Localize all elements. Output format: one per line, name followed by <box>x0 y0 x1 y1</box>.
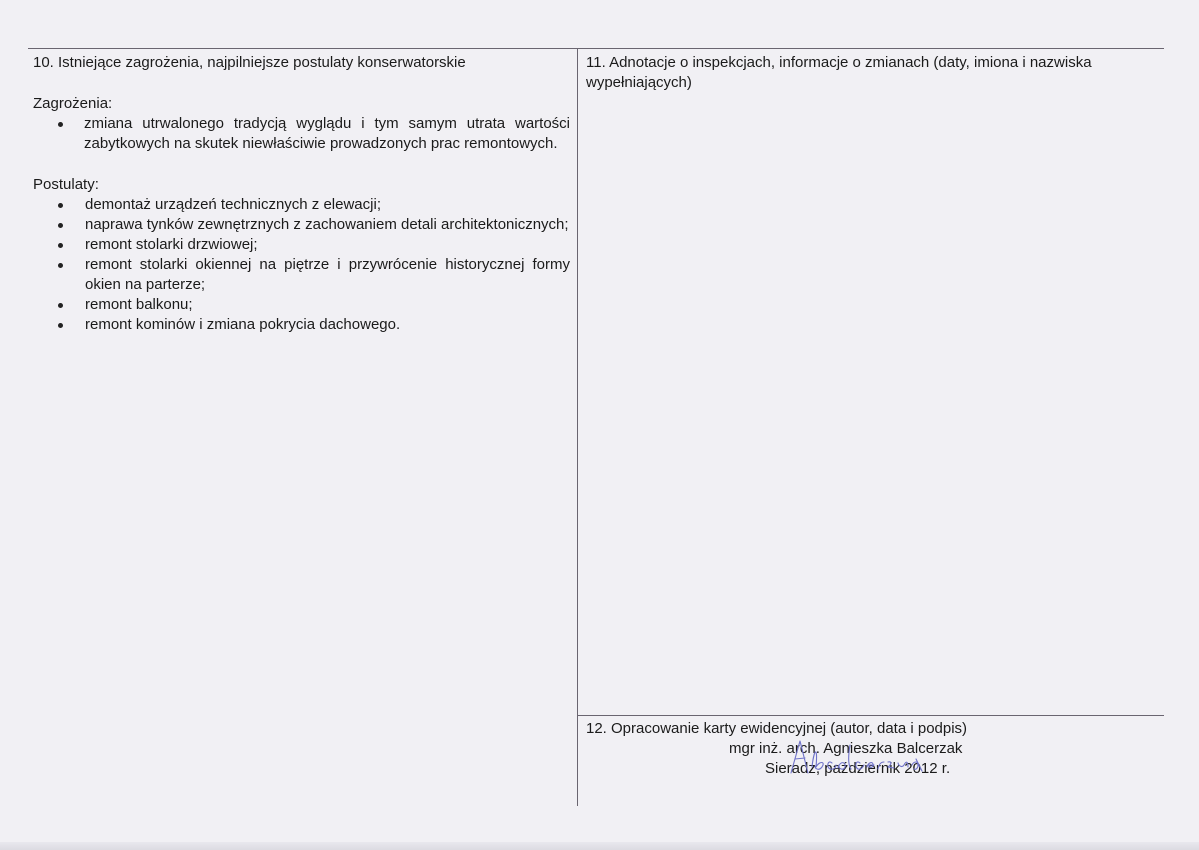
threats-list <box>33 114 570 154</box>
place-and-date: Sieradz, październik 2012 r. <box>765 760 951 777</box>
section-10-heading: 10. Istniejące zagrożenia, najpilniejsze postulaty konserwatorskie <box>33 54 466 71</box>
list-item <box>33 114 570 154</box>
postulates-list <box>33 195 570 335</box>
section-12-card-preparation <box>586 719 1156 779</box>
section-10-threats-postulates <box>33 53 570 335</box>
table-top-rule <box>28 48 1164 49</box>
postulate-text: remont stolarki okiennej na piętrze i przywrócenie historycznej formy okien na parterze; <box>85 256 570 293</box>
bullet-icon <box>58 223 63 228</box>
postulate-text: remont kominów i zmiana pokrycia dachowego. <box>85 316 401 333</box>
list-item <box>33 295 570 315</box>
bullet-icon <box>58 323 63 328</box>
bullet-icon <box>58 243 63 248</box>
author-name: mgr inż. arch. Agnieszka Balcerzak <box>729 740 963 757</box>
section-11-annotations <box>586 53 1156 93</box>
threats-label: Zagrożenia: <box>33 95 113 112</box>
postulate-text: remont stolarki drzwiowej; <box>85 236 258 253</box>
bullet-icon <box>58 263 63 268</box>
list-item <box>33 215 570 235</box>
list-item <box>33 255 570 295</box>
bullet-icon <box>58 122 63 127</box>
list-item <box>33 235 570 255</box>
list-item <box>33 195 570 215</box>
signature-section-rule <box>578 715 1164 716</box>
section-12-heading: 12. Opracowanie karty ewidencyjnej (autor, data i podpis) <box>586 720 968 737</box>
postulate-text: remont balkonu; <box>85 296 193 313</box>
threat-text: zmiana utrwalonego tradycją wyglądu i tym samym utrata wartości zabytkowych na skutek niewłaściwie prowadzonych prac remontowych. <box>84 115 570 152</box>
bullet-icon <box>58 303 63 308</box>
postulate-text: naprawa tynków zewnętrznych z zachowaniem detali architektonicznych; <box>85 216 569 233</box>
scan-bottom-edge <box>0 842 1199 850</box>
postulates-label: Postulaty: <box>33 176 99 193</box>
bullet-icon <box>58 203 63 208</box>
section-11-heading: 11. Adnotacje o inspekcjach, informacje o zmianach (daty, imiona i nazwiska wypełniających) <box>586 54 1092 91</box>
list-item <box>33 315 570 335</box>
column-divider <box>577 48 578 806</box>
postulate-text: demontaż urządzeń technicznych z elewacji; <box>85 196 381 213</box>
